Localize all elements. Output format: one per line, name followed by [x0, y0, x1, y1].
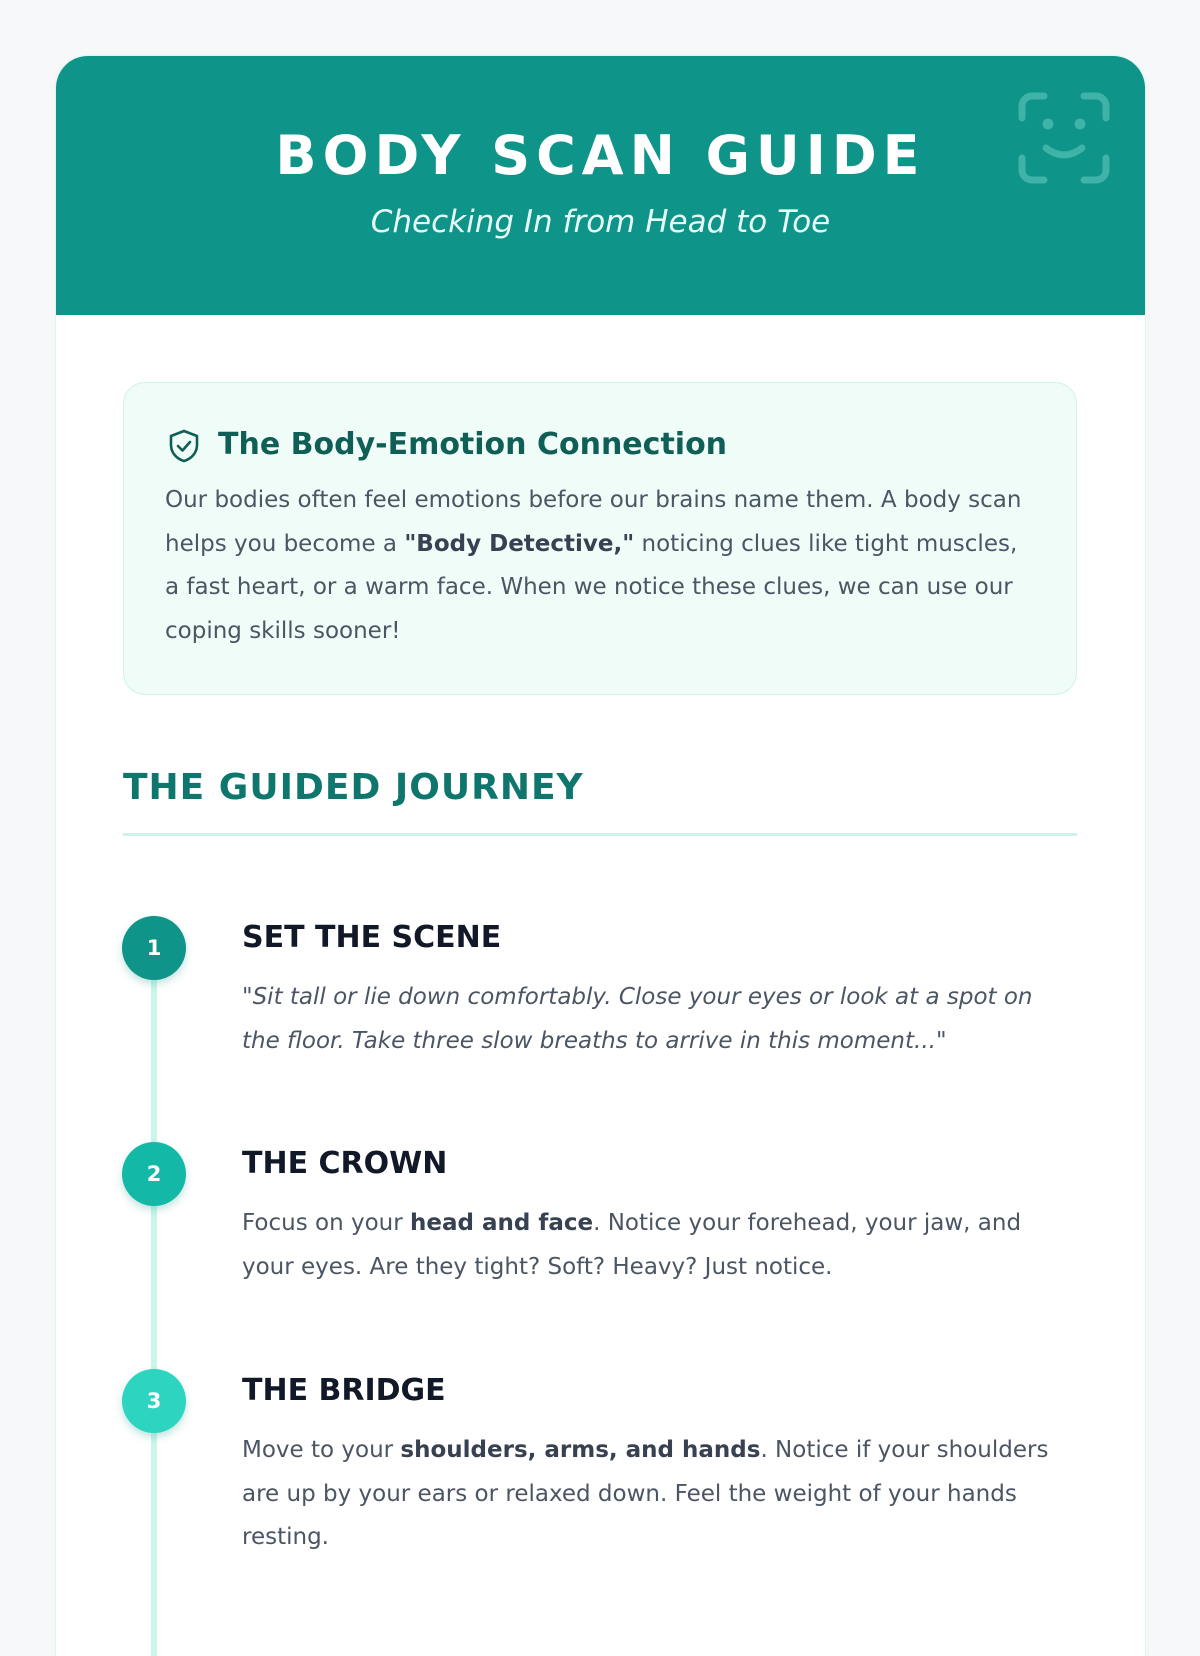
step-number-badge: 3 [122, 1369, 186, 1433]
callout-title: The Body-Emotion Connection [218, 427, 728, 462]
guide-card [56, 56, 1145, 1656]
page-title: BODY SCAN GUIDE [275, 124, 926, 187]
shield-check-icon [168, 429, 200, 463]
step-title: THE CROWN [242, 1146, 448, 1181]
step-title: SET THE SCENE [242, 920, 502, 955]
callout-body-text-end: noticing clues like tight muscles, a fast heart, or a warm face. When we notice these clues, we can use our coping skills sooner! [165, 530, 1018, 644]
step-number-badge: 1 [122, 916, 186, 980]
step-description: "Sit tall or lie down comfortably. Close your eyes or look at a spot on the floor. Take three slow breaths to arrive in this moment..." [242, 984, 1033, 1054]
callout-body-highlight: "Body Detective," [404, 530, 635, 557]
face-scan-icon [1018, 92, 1110, 184]
timeline-line [151, 961, 157, 1656]
callout-body [165, 479, 1025, 653]
callout-body-text: Our bodies often feel emotions before our brains name them. A body scan helps you become a [165, 487, 1022, 557]
step-description-text: Focus on your [242, 1210, 410, 1236]
body-emotion-callout [123, 382, 1077, 695]
step-title: THE BRIDGE [242, 1373, 446, 1408]
step-description [242, 1202, 1062, 1289]
step-number-badge: 2 [122, 1142, 186, 1206]
step-description-text-end: . Notice if your shoulders are up by your ears or relaxed down. Feel the weight of your hands resting. [242, 1437, 1049, 1550]
step-description-highlight: head and face [410, 1210, 594, 1236]
page-subtitle: Checking In from Head to Toe [370, 204, 831, 240]
section-divider [123, 833, 1077, 836]
step-description-highlight: shoulders, arms, and hands [400, 1437, 761, 1463]
step-description-text-end: . Notice your forehead, your jaw, and your eyes. Are they tight? Soft? Heavy? Just notice. [242, 1210, 1022, 1280]
step-description-text: Move to your [242, 1437, 401, 1463]
step-description [242, 1429, 1062, 1560]
header-banner [56, 56, 1145, 315]
section-title: THE GUIDED JOURNEY [123, 767, 584, 808]
